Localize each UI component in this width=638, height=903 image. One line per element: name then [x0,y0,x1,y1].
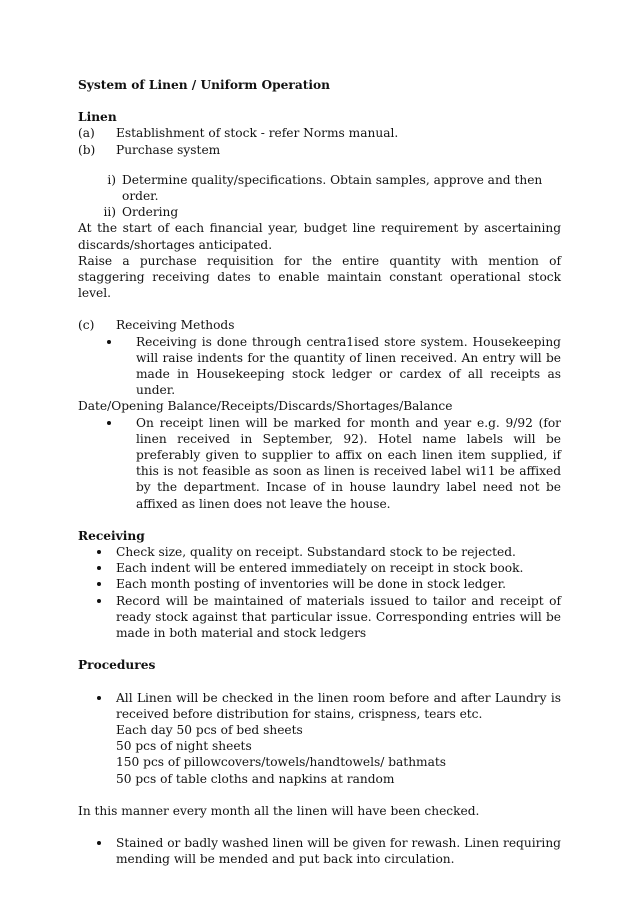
check-quota-line: 150 pcs of pillowcovers/towels/handtowels/ bathmats [116,755,447,770]
bullet-icon [78,334,136,399]
ordering-paragraph-1: At the start of each financial year, budget line requirement by ascertaining discards/shortages anticipated. [78,221,561,252]
list-item [78,334,561,399]
linen-item-a [78,125,561,141]
check-quota-line: 50 pcs of night sheets [116,739,252,754]
check-quota-line: Each day 50 pcs of bed sheets [116,722,303,737]
list-item-text: Stained or badly washed linen will be given for rewash. Linen requiring mending will be mended and put back into circulation. [116,835,561,867]
item-label: (a) [78,126,95,141]
list-item [78,576,561,592]
list-item-text: On receipt linen will be marked for month and year e.g. 9/92 (for linen received in September, 92). Hotel name labels will be preferably given to supplier to affix on each linen item supplied, if this is not feasible as soon as linen is received label wi11 be affixed by the department. Incase of in house laundry label need not be affixed as linen does not leave the house. [136,415,561,511]
list-item-text: Receiving is done through centra1ised store system. Housekeeping will raise indents for the quantity of linen received. An entry will be made in Housekeeping stock ledger or cardex of all receipts as under. [136,334,561,398]
subitem-text: Ordering [122,205,179,220]
linen-item-c [78,317,561,333]
subitem-label: ii) [103,205,116,220]
bullet-icon [78,835,116,867]
bullet-icon [78,576,116,592]
item-text: Receiving Methods [116,318,235,333]
item-text: Establishment of stock - refer Norms manual. [116,126,399,141]
ordering-paragraph-2: Raise a purchase requisition for the entire quantity with mention of staggering receiving dates to enable maintain constant operational stock level. [78,253,561,301]
check-quota-line: 50 pcs of table cloths and napkins at random [116,771,395,786]
list-item [78,415,561,512]
bullet-icon [78,544,116,560]
list-item [78,835,561,867]
bullet-icon [78,415,136,512]
bullet-icon [78,593,116,642]
procedures-paragraph: In this manner every month all the linen will have been checked. [78,803,480,818]
document-page [78,77,561,867]
list-item-text: Check size, quality on receipt. Substandard stock to be rejected. [116,545,516,560]
linen-heading: Linen [78,110,117,125]
document-title: System of Linen / Uniform Operation [78,78,331,92]
subitem-text: Determine quality/specifications. Obtain samples, approve and then order. [122,172,543,204]
item-text: Purchase system [116,142,221,157]
item-label: (c) [78,318,95,333]
list-item [78,544,561,560]
procedures-heading: Procedures [78,658,156,673]
list-item-text: Record will be maintained of materials issued to tailor and receipt of ready stock against that particular issue. Corresponding entries will be made in both material and stock ledgers [116,593,561,641]
bullet-icon [78,690,116,722]
receiving-heading: Receiving [78,528,145,543]
list-item [78,560,561,576]
subitem-label: i) [107,172,116,187]
list-item-text: Each month posting of inventories will be done in stock ledger. [116,577,506,592]
list-item [78,593,561,642]
item-label: (b) [78,142,96,157]
linen-item-b [78,142,561,158]
linen-subitem-i [78,172,561,204]
list-item [78,690,561,722]
list-item-text: Each indent will be entered immediately on receipt in stock book. [116,561,524,576]
list-item-text: All Linen will be checked in the linen room before and after Laundry is received before distribution for stains, crispness, tears etc. [116,690,561,721]
bullet-icon [78,560,116,576]
linen-subitem-ii [78,204,561,220]
date-line: Date/Opening Balance/Receipts/Discards/Shortages/Balance [78,399,453,414]
